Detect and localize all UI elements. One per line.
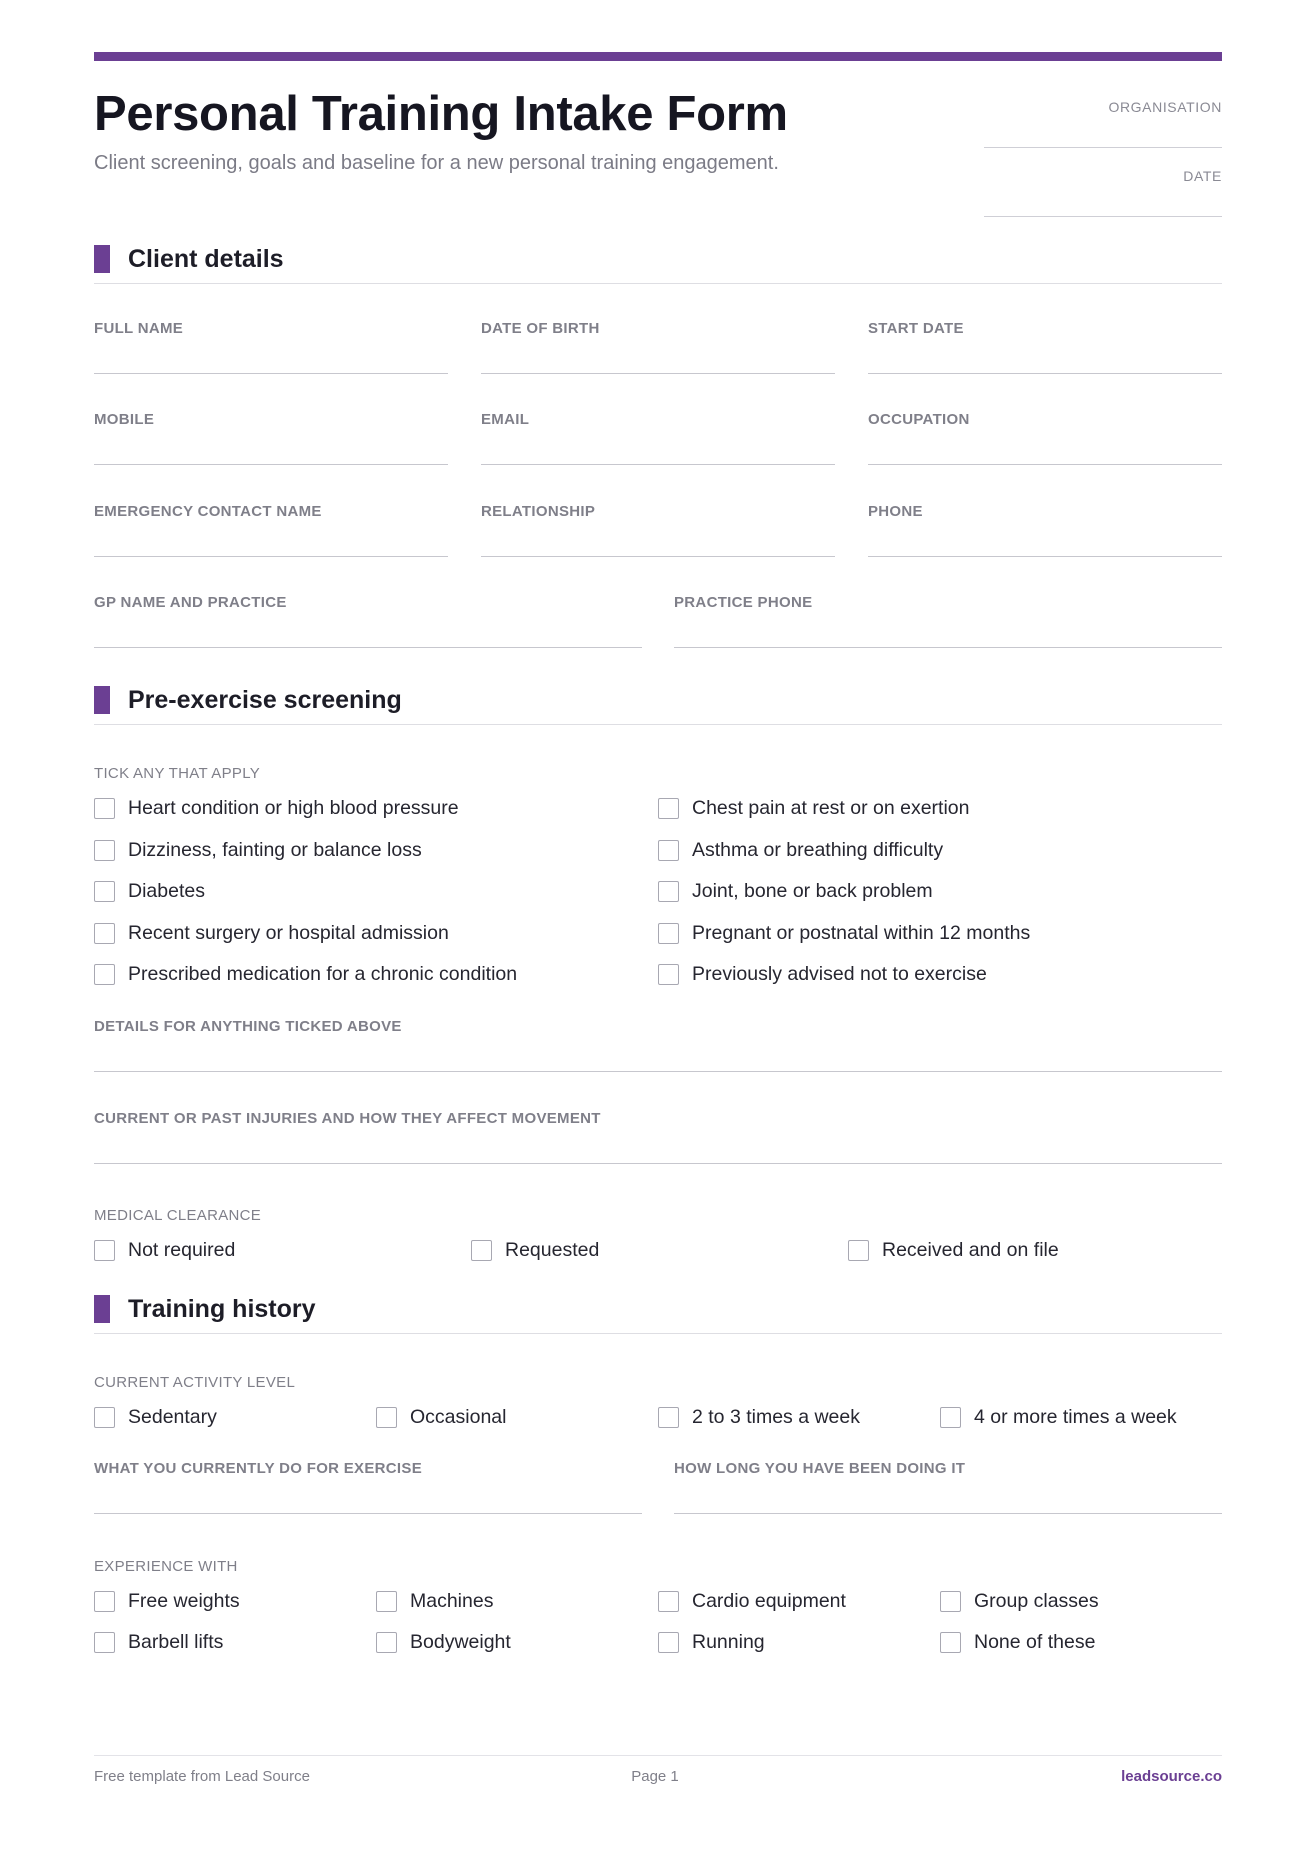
field-label: EMAIL: [481, 411, 530, 428]
field-label: WHAT YOU CURRENTLY DO FOR EXERCISE: [94, 1460, 423, 1477]
field-label: DETAILS FOR ANYTHING TICKED ABOVE: [94, 1018, 402, 1035]
checkbox-box[interactable]: [94, 840, 115, 861]
section-title: Training history: [128, 1295, 316, 1323]
field-label: EMERGENCY CONTACT NAME: [94, 503, 322, 520]
checkbox-label: Occasional: [410, 1405, 507, 1428]
checkbox-clearance-not-required[interactable]: [94, 1237, 235, 1263]
checkbox-label: 2 to 3 times a week: [692, 1405, 860, 1428]
checkbox-label: Diabetes: [128, 879, 205, 902]
section-training-history: [94, 1285, 1222, 1334]
checkbox-label: Sedentary: [128, 1405, 217, 1428]
checkbox-chest-pain[interactable]: [658, 795, 970, 821]
checkbox-prescribed-medication[interactable]: [94, 961, 517, 987]
checkbox-box[interactable]: [94, 1591, 115, 1612]
checkbox-box[interactable]: [376, 1591, 397, 1612]
checkbox-label: Group classes: [974, 1589, 1099, 1612]
checkbox-label: Running: [692, 1630, 765, 1653]
checkbox-cardio-equipment[interactable]: [658, 1588, 846, 1614]
page-number: Page 1: [631, 1768, 679, 1785]
footer-credit: Free template from Lead Source: [94, 1768, 310, 1785]
checkbox-box[interactable]: [94, 798, 115, 819]
email-field[interactable]: [481, 396, 835, 465]
date-label: DATE: [1183, 168, 1222, 184]
gp-name-practice-field[interactable]: [94, 579, 642, 648]
checkbox-heart-condition[interactable]: [94, 795, 459, 821]
checkbox-label: Previously advised not to exercise: [692, 962, 987, 985]
checkbox-machines[interactable]: [376, 1588, 493, 1614]
checkbox-free-weights[interactable]: [94, 1588, 240, 1614]
field-label: PHONE: [868, 503, 923, 520]
checkbox-box[interactable]: [940, 1407, 961, 1428]
checkbox-label: Dizziness, fainting or balance loss: [128, 838, 422, 861]
checkbox-box[interactable]: [94, 1632, 115, 1653]
checkbox-clearance-requested[interactable]: [471, 1237, 599, 1263]
checkbox-label: Free weights: [128, 1589, 240, 1612]
exercise-duration-field[interactable]: [674, 1445, 1222, 1514]
checkbox-recent-surgery[interactable]: [94, 920, 449, 946]
checkbox-box[interactable]: [376, 1632, 397, 1653]
checkbox-label: Not required: [128, 1238, 236, 1261]
checkbox-asthma[interactable]: [658, 837, 943, 863]
date-field[interactable]: [984, 216, 1222, 217]
field-label: MOBILE: [94, 411, 155, 428]
start-date-field[interactable]: [868, 305, 1222, 374]
occupation-field[interactable]: [868, 396, 1222, 465]
checkbox-joint-problem[interactable]: [658, 878, 933, 904]
activity-level-label: CURRENT ACTIVITY LEVEL: [94, 1374, 296, 1391]
checkbox-4-plus-times-week[interactable]: [940, 1404, 1177, 1430]
section-client-details: [94, 235, 1222, 284]
top-accent-bar: [94, 52, 1222, 61]
footer-link[interactable]: leadsource.co: [1121, 1768, 1222, 1785]
section-title: Client details: [128, 245, 284, 273]
checkbox-box[interactable]: [94, 881, 115, 902]
field-label: START DATE: [868, 320, 964, 337]
checkbox-box[interactable]: [658, 840, 679, 861]
mobile-field[interactable]: [94, 396, 448, 465]
details-ticked-field[interactable]: [94, 1003, 1222, 1072]
checkbox-label: Bodyweight: [410, 1630, 511, 1653]
date-of-birth-field[interactable]: [481, 305, 835, 374]
checkbox-box[interactable]: [848, 1240, 869, 1261]
checkbox-barbell-lifts[interactable]: [94, 1629, 223, 1655]
checkbox-box[interactable]: [940, 1632, 961, 1653]
checkbox-label: Requested: [505, 1238, 600, 1261]
checkbox-box[interactable]: [94, 1240, 115, 1261]
checkbox-label: Machines: [410, 1589, 494, 1612]
section-marker: [94, 245, 110, 273]
relationship-field[interactable]: [481, 488, 835, 557]
injuries-field[interactable]: [94, 1095, 1222, 1164]
checkbox-box[interactable]: [658, 881, 679, 902]
checkbox-2-3-times-week[interactable]: [658, 1404, 860, 1430]
checkbox-box[interactable]: [471, 1240, 492, 1261]
checkbox-pregnant[interactable]: [658, 920, 1030, 946]
checkbox-label: Recent surgery or hospital admission: [128, 921, 449, 944]
checkbox-label: Pregnant or postnatal within 12 months: [692, 921, 1031, 944]
checkbox-label: None of these: [974, 1630, 1096, 1653]
section-title: Pre-exercise screening: [128, 686, 402, 714]
section-pre-exercise-screening: [94, 676, 1222, 725]
checkbox-box[interactable]: [658, 964, 679, 985]
checkbox-advised-not-to-exercise[interactable]: [658, 961, 987, 987]
page-title: Personal Training Intake Form: [94, 87, 788, 141]
organisation-field[interactable]: [984, 147, 1222, 148]
checkbox-sedentary[interactable]: [94, 1404, 217, 1430]
checkbox-box[interactable]: [658, 798, 679, 819]
footer-divider: [94, 1755, 1222, 1756]
field-label: DATE OF BIRTH: [481, 320, 600, 337]
checkbox-box[interactable]: [94, 923, 115, 944]
organisation-label: ORGANISATION: [1108, 99, 1222, 115]
page-subtitle: Client screening, goals and baseline for a new personal training engagement.: [94, 152, 779, 174]
field-label: PRACTICE PHONE: [674, 594, 813, 611]
checkbox-label: 4 or more times a week: [974, 1405, 1177, 1428]
checkbox-running[interactable]: [658, 1629, 765, 1655]
checkbox-bodyweight[interactable]: [376, 1629, 511, 1655]
checkbox-box[interactable]: [658, 1632, 679, 1653]
experience-with-label: EXPERIENCE WITH: [94, 1558, 238, 1575]
medical-clearance-label: MEDICAL CLEARANCE: [94, 1207, 262, 1224]
checkbox-clearance-received[interactable]: [848, 1237, 1059, 1263]
tick-any-label: TICK ANY THAT APPLY: [94, 765, 261, 782]
checkbox-diabetes[interactable]: [94, 878, 205, 904]
section-marker: [94, 1295, 110, 1323]
checkbox-box[interactable]: [658, 1591, 679, 1612]
checkbox-box[interactable]: [658, 923, 679, 944]
section-marker: [94, 686, 110, 714]
field-label: HOW LONG YOU HAVE BEEN DOING IT: [674, 1460, 966, 1477]
checkbox-box[interactable]: [658, 1407, 679, 1428]
checkbox-label: Joint, bone or back problem: [692, 879, 933, 902]
checkbox-label: Chest pain at rest or on exertion: [692, 796, 970, 819]
checkbox-occasional[interactable]: [376, 1404, 506, 1430]
checkbox-box[interactable]: [940, 1591, 961, 1612]
checkbox-label: Barbell lifts: [128, 1630, 224, 1653]
checkbox-box[interactable]: [376, 1407, 397, 1428]
field-label: FULL NAME: [94, 320, 184, 337]
checkbox-none-of-these[interactable]: [940, 1629, 1095, 1655]
checkbox-label: Received and on file: [882, 1238, 1059, 1261]
checkbox-group-classes[interactable]: [940, 1588, 1099, 1614]
checkbox-label: Prescribed medication for a chronic condition: [128, 962, 518, 985]
current-exercise-field[interactable]: [94, 1445, 642, 1514]
field-label: GP NAME AND PRACTICE: [94, 594, 287, 611]
field-label: OCCUPATION: [868, 411, 970, 428]
emergency-contact-name-field[interactable]: [94, 488, 448, 557]
checkbox-dizziness[interactable]: [94, 837, 422, 863]
checkbox-label: Asthma or breathing difficulty: [692, 838, 944, 861]
checkbox-box[interactable]: [94, 964, 115, 985]
field-label: CURRENT OR PAST INJURIES AND HOW THEY AFFECT MOVEMENT: [94, 1110, 601, 1127]
checkbox-box[interactable]: [94, 1407, 115, 1428]
full-name-field[interactable]: [94, 305, 448, 374]
checkbox-label: Cardio equipment: [692, 1589, 846, 1612]
practice-phone-field[interactable]: [674, 579, 1222, 648]
phone-field[interactable]: [868, 488, 1222, 557]
field-label: RELATIONSHIP: [481, 503, 596, 520]
checkbox-label: Heart condition or high blood pressure: [128, 796, 459, 819]
